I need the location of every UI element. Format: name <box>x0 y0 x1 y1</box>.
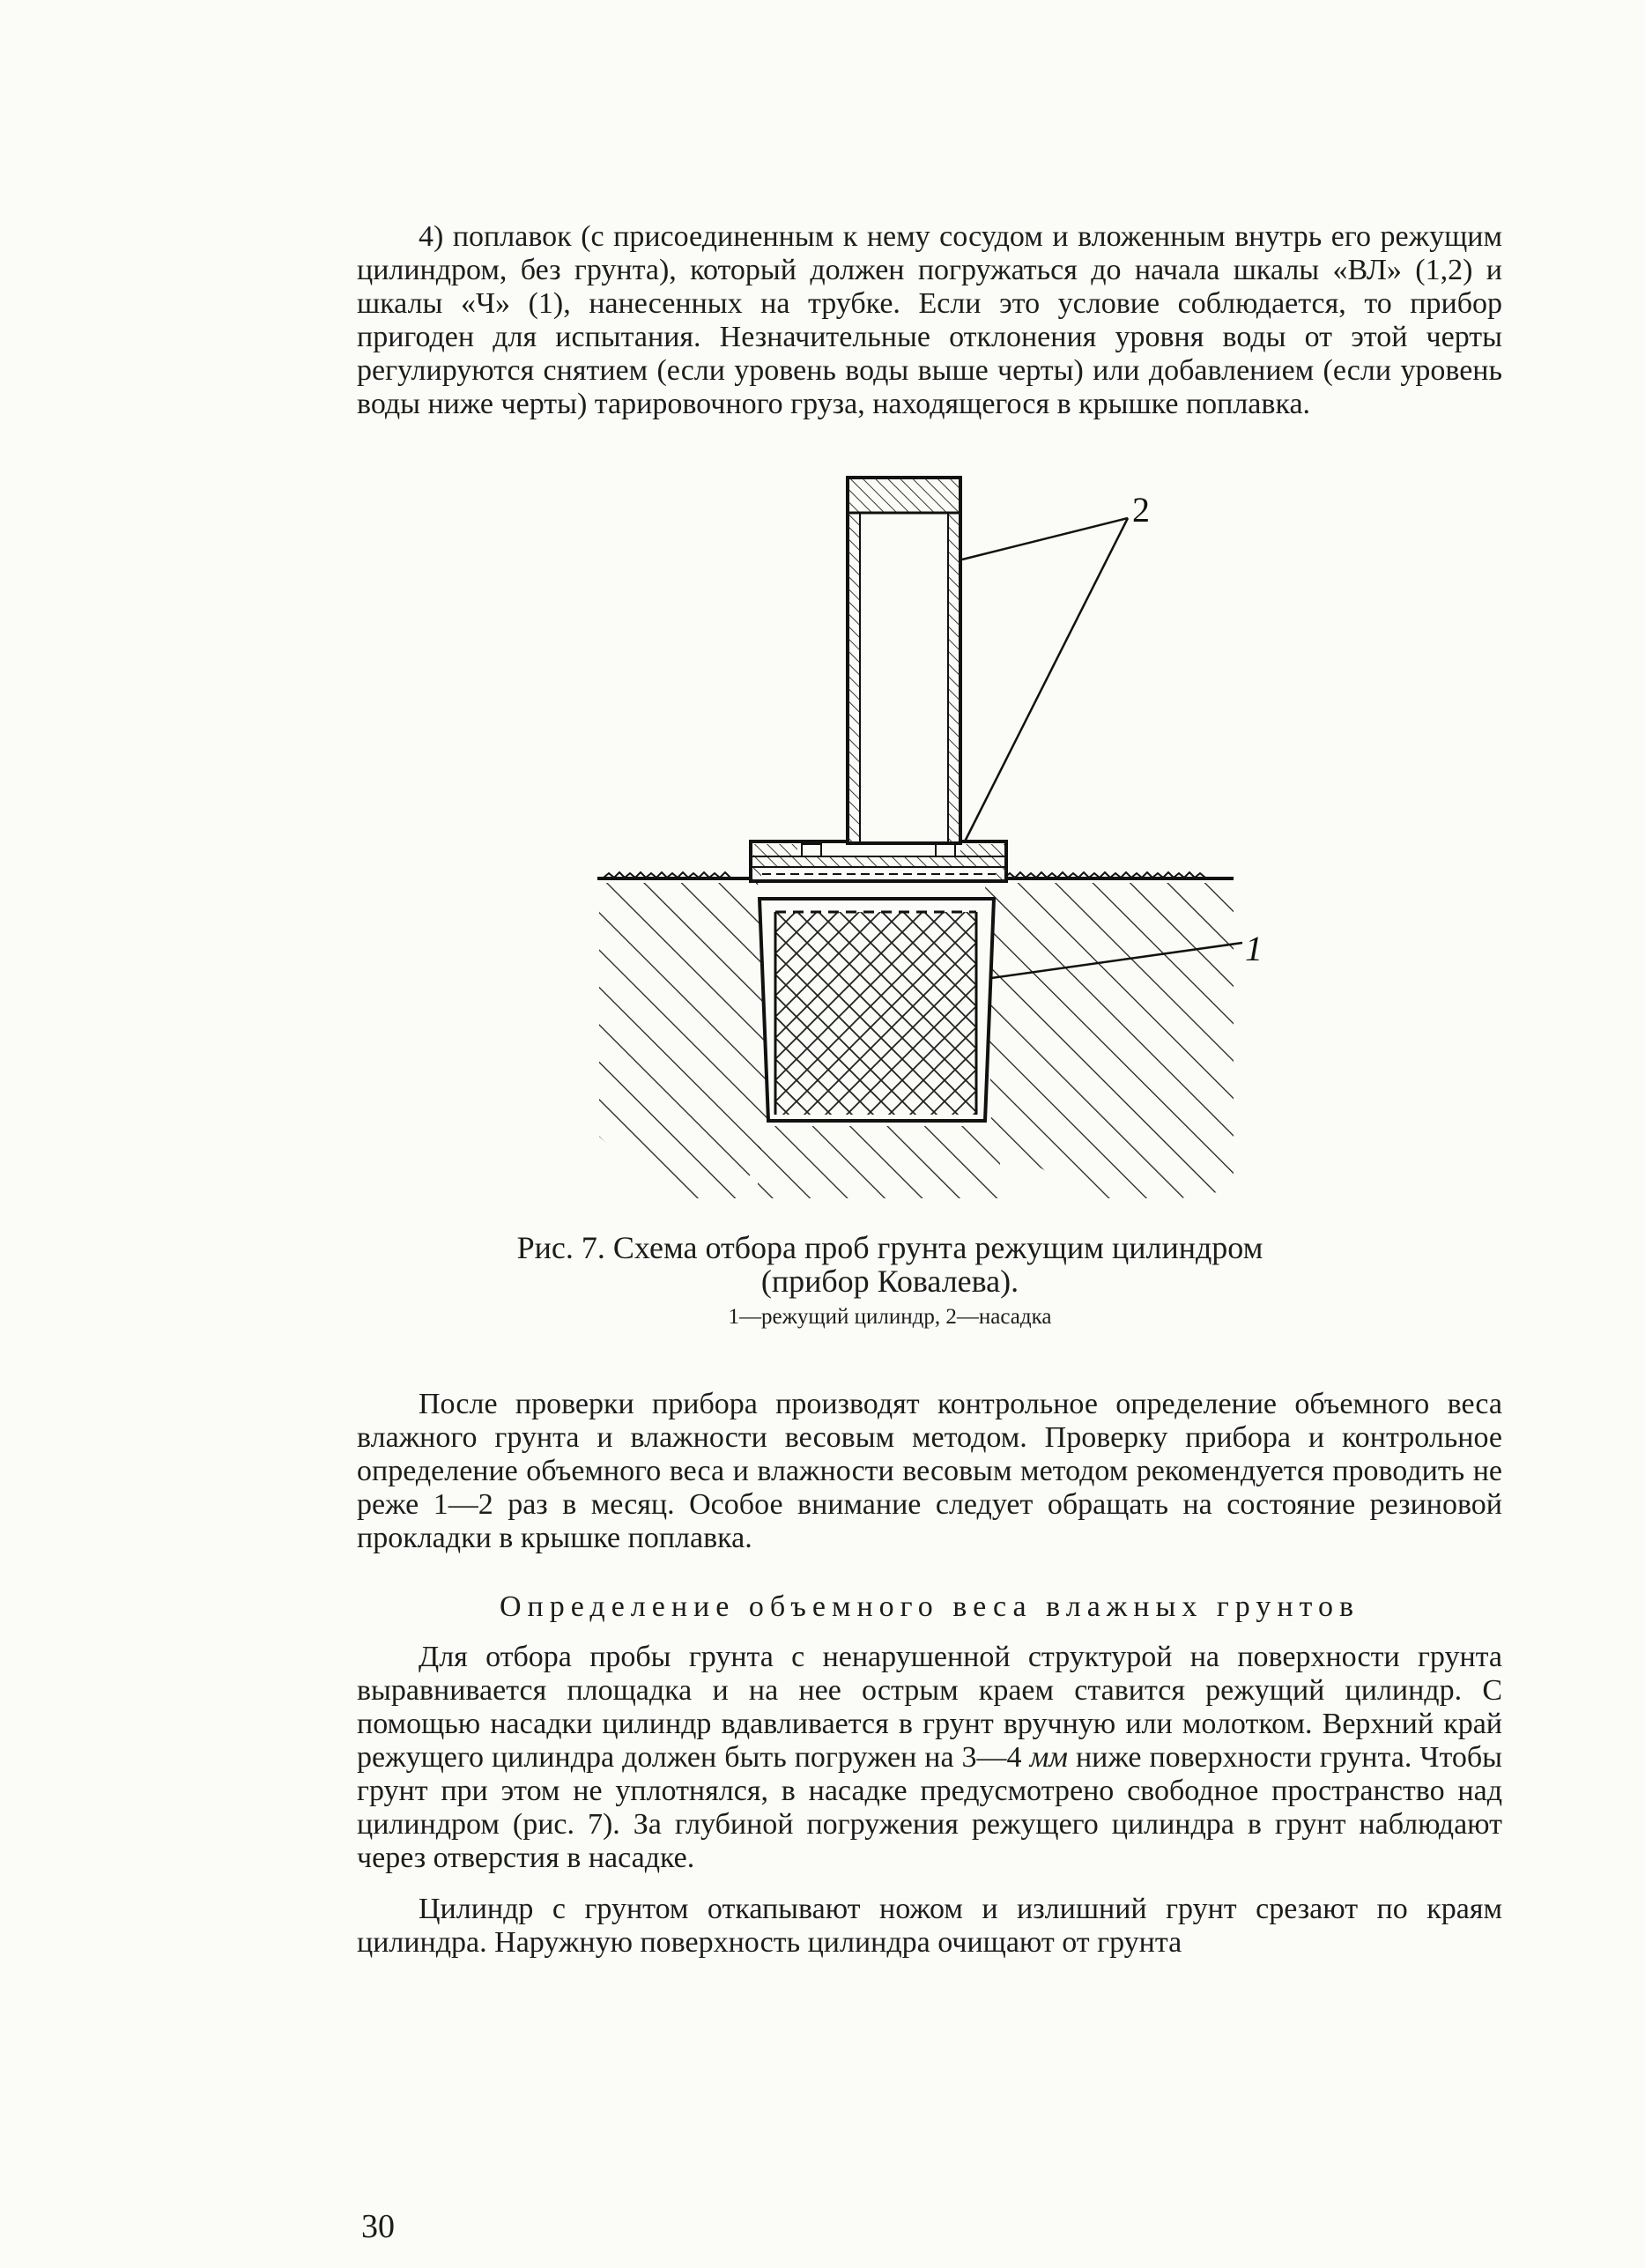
caption-legend: 1—режущий цилиндр, 2—насадка <box>728 1305 1052 1329</box>
paragraph-control-check: После проверки прибора производят контрольное определение объемного веса влажного грунта и влажности весовым методом. Проверку прибора и контрольное определение объемного веса и влажности весовым методом рекомендуется проводить не реже 1—2 раз в месяц. Особое внимание следует обращать на состояние резиновой прокладки в крышке поплавка. <box>357 1388 1502 1554</box>
caption-title: Рис. 7. Схема отбора проб грунта режущим цилиндром (прибор Ковалева). <box>516 1230 1263 1299</box>
label-nozzle: 2 <box>1132 490 1150 530</box>
page-number: 30 <box>361 2208 395 2245</box>
figure-cutting-cylinder <box>564 467 1269 1216</box>
paragraph-cylinder-extraction: Цилиндр с грунтом откапывают ножом и излишний грунт срезают по краям цилиндра. Наружную поверхность цилиндра очищают от грунта <box>357 1893 1502 1959</box>
cutting-cylinder <box>760 899 994 1121</box>
figure-caption <box>493 1231 1286 1333</box>
paragraph-float-check: 4) поплавок (с присоединенным к нему сосудом и вложенным внутрь его режущим цилиндром, без грунта), который должен погружаться до начала шкалы «ВЛ» (1,2) и шкалы «Ч» (1), нанесенных на трубке. Если это условие соблюдается, то прибор пригоден для испытания. Незначительные отклонения уровня воды от этой черты регулируются снятием (если уровень воды выше черты) или добавлением (если уровень воды ниже черты) тарировочного груза, находящегося в крышке поплавка. <box>357 220 1502 420</box>
nozzle-base <box>751 841 1006 881</box>
paragraph-sampling-procedure <box>357 1641 1502 1875</box>
p3-unit: мм <box>1029 1741 1068 1774</box>
diagram-sampling-scheme <box>564 467 1269 1216</box>
label-cylinder: 1 <box>1245 929 1263 968</box>
p3-text-before: Для отбора пробы грунта с ненарушенной структурой на поверхности грунта выравнивается площадка и на нее острым краем ставится режущий цилиндр. С помощью насадки цилиндр вдавливается в грунт вручную или молотком. Верхний край режущего цилиндра должен быть погружен на 3—4 <box>357 1641 1502 1774</box>
section-heading: Определение объемного веса влажных грунтов <box>500 1590 1360 1623</box>
nozzle-tube <box>848 478 960 843</box>
p3-text-after: ниже поверхности грунта. Чтобы грунт при этом не уплотнялся, в насадке предусмотрено свободное пространство над цилиндром (рис. 7). За глубиной погружения режущего цилиндра в грунт наблюдают через отверстия в насадке. <box>357 1741 1502 1874</box>
